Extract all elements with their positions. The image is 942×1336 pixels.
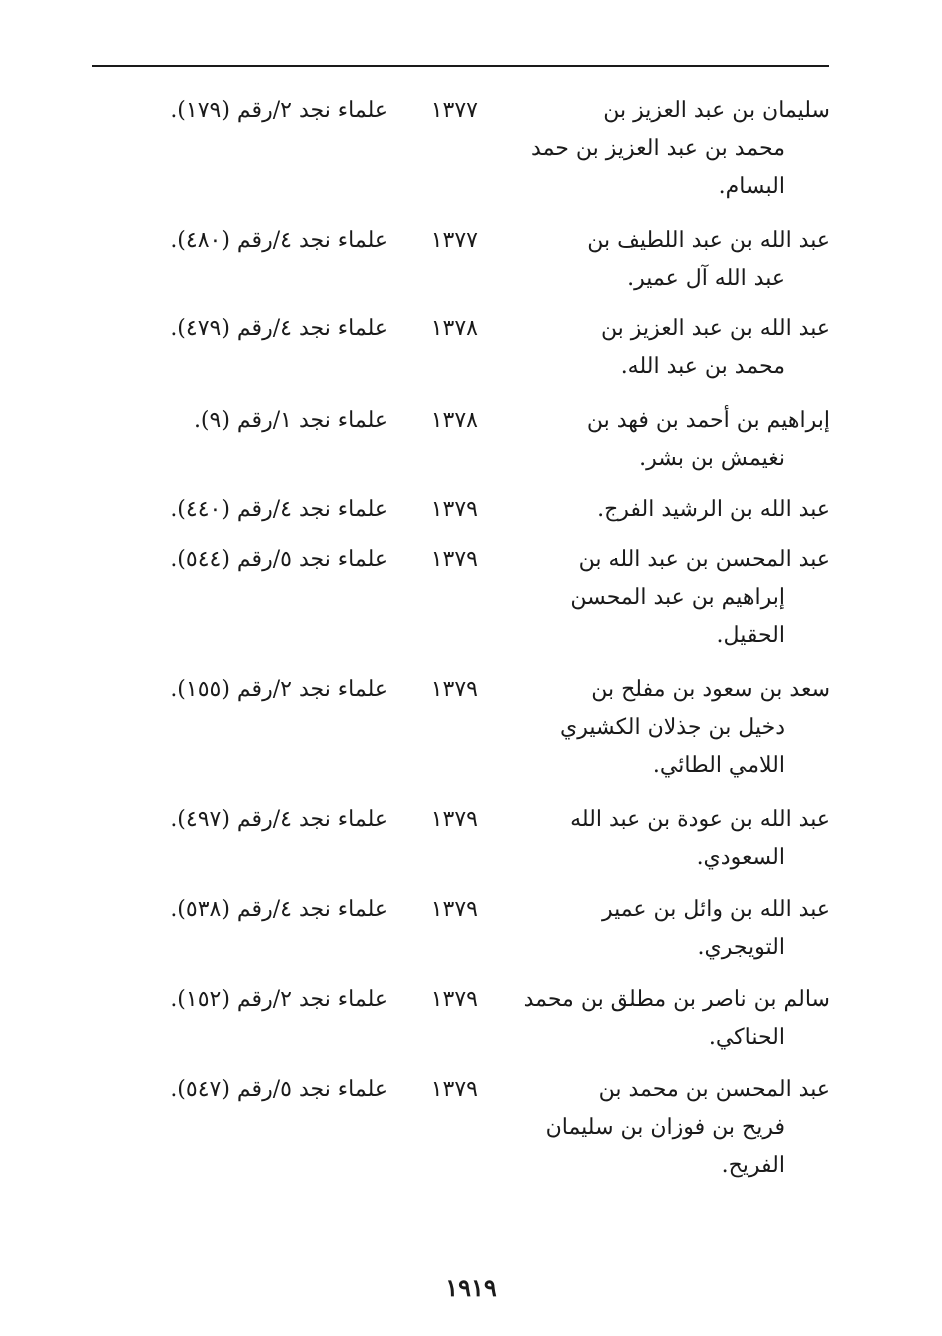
source-reference: علماء نجد ٤/رقم (٤٩٧). <box>170 807 388 832</box>
list-item <box>130 222 830 298</box>
source-reference: علماء نجد ٤/رقم (٤٧٩). <box>170 316 388 341</box>
death-year: ١٣٧٩ <box>430 807 478 832</box>
source-reference: علماء نجد ١/رقم (٩). <box>193 408 388 433</box>
scholar-name <box>505 222 830 298</box>
scholar-name-line: دخيل بن جذلان الكشيري <box>560 715 785 740</box>
scholar-name <box>505 402 830 478</box>
list-item <box>130 310 830 386</box>
scholar-name-line: اللامي الطائي. <box>652 753 785 778</box>
scholar-name-line: إبراهيم بن عبد المحسن <box>570 585 785 610</box>
scholar-name <box>505 891 830 967</box>
death-year: ١٣٧٧ <box>430 228 478 253</box>
death-year: ١٣٧٧ <box>430 98 478 123</box>
death-year: ١٣٧٩ <box>430 497 478 522</box>
scholar-name <box>505 491 830 529</box>
scholar-name-line: عبد الله بن عودة بن عبد الله <box>570 807 830 832</box>
death-year: ١٣٧٩ <box>430 1077 478 1102</box>
list-item <box>130 491 830 529</box>
scholar-name-line: الفريح. <box>721 1153 785 1178</box>
scholar-name-line: سالم بن ناصر بن مطلق بن محمد <box>523 987 830 1012</box>
source-reference: علماء نجد ٢/رقم (١٧٩). <box>170 98 388 123</box>
death-year: ١٣٧٨ <box>430 316 478 341</box>
source-reference: علماء نجد ٤/رقم (٤٤٠). <box>170 497 388 522</box>
scholar-name-line: الحناكي. <box>708 1025 785 1050</box>
source-reference: علماء نجد ٥/رقم (٥٤٧). <box>170 1077 388 1102</box>
scholar-name <box>505 1071 830 1185</box>
scholar-name-line: محمد بن عبد الله. <box>620 354 785 379</box>
scholar-name-line: السعودي. <box>696 845 785 870</box>
scholar-name <box>505 92 830 206</box>
death-year: ١٣٧٩ <box>430 677 478 702</box>
list-item <box>130 891 830 967</box>
scholar-name-line: عبد الله بن وائل بن عمير <box>601 897 830 922</box>
list-item <box>130 541 830 655</box>
scholar-name-line: عبد الله بن الرشيد الفرج. <box>597 497 830 522</box>
source-reference: علماء نجد ٢/رقم (١٥٢). <box>170 987 388 1012</box>
list-item <box>130 402 830 478</box>
list-item <box>130 671 830 785</box>
scholar-name-line: سليمان بن عبد العزيز بن <box>603 98 830 123</box>
scholar-name <box>505 671 830 785</box>
death-year: ١٣٧٩ <box>430 547 478 572</box>
list-item <box>130 801 830 877</box>
scholar-name-line: عبد المحسن بن محمد بن <box>598 1077 830 1102</box>
scholar-name-line: الحقيل. <box>716 623 785 648</box>
scholar-name <box>505 310 830 386</box>
scholar-name-line: نغيمش بن بشر. <box>639 446 785 471</box>
scholar-name-line: إبراهيم بن أحمد بن فهد بن <box>586 408 830 433</box>
page-number: ١٩١٩ <box>445 1273 497 1302</box>
source-reference: علماء نجد ٥/رقم (٥٤٤). <box>170 547 388 572</box>
death-year: ١٣٧٩ <box>430 897 478 922</box>
source-reference: علماء نجد ٢/رقم (١٥٥). <box>170 677 388 702</box>
scholar-name-line: عبد الله بن عبد العزيز بن <box>600 316 830 341</box>
scholar-name <box>505 801 830 877</box>
scholar-name-line: عبد الله بن عبد اللطيف بن <box>587 228 830 253</box>
source-reference: علماء نجد ٤/رقم (٤٨٠). <box>170 228 388 253</box>
scholar-name-line: فريح بن فوزان بن سليمان <box>545 1115 785 1140</box>
source-reference: علماء نجد ٤/رقم (٥٣٨). <box>170 897 388 922</box>
death-year: ١٣٧٨ <box>430 408 478 433</box>
scholar-name-line: محمد بن عبد العزيز بن حمد <box>531 136 785 161</box>
scholar-name <box>505 541 830 655</box>
scholar-name <box>505 981 830 1057</box>
list-item <box>130 1071 830 1185</box>
list-item <box>130 981 830 1057</box>
death-year: ١٣٧٩ <box>430 987 478 1012</box>
list-item <box>130 92 830 206</box>
scholar-name-line: البسام. <box>718 174 785 199</box>
scholar-name-line: عبد الله آل عمير. <box>627 266 785 291</box>
scholar-name-line: عبد المحسن بن عبد الله بن <box>578 547 830 572</box>
scholar-name-line: التويجري. <box>697 935 785 960</box>
scholar-name-line: سعد بن سعود بن مفلح بن <box>591 677 830 702</box>
